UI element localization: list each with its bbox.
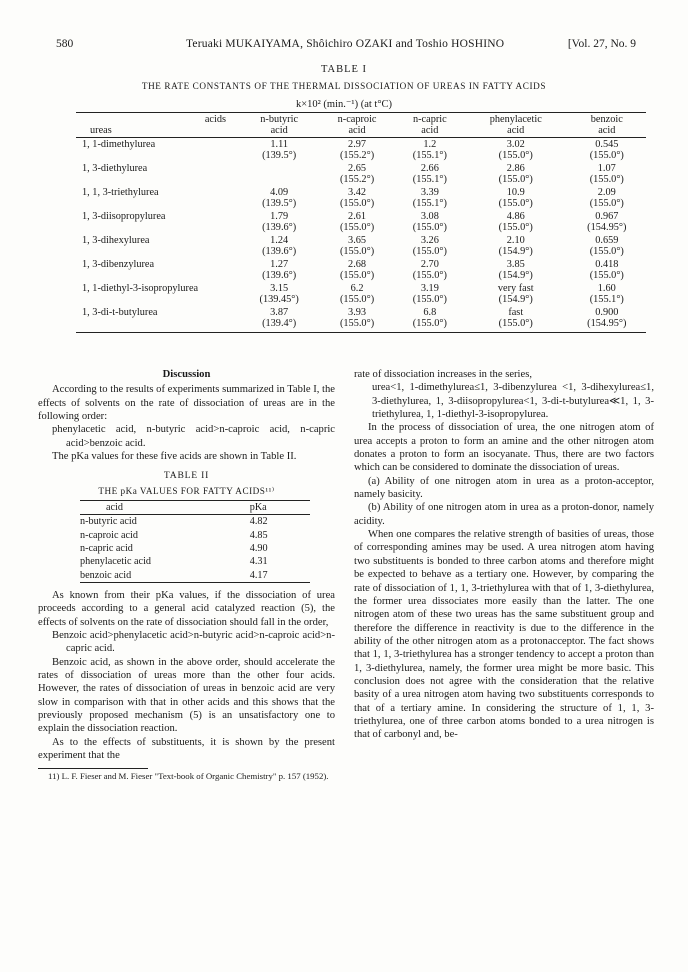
table1-cell (396, 234, 464, 258)
table1-temperature: (155.0°) (339, 318, 375, 329)
table1-row (76, 186, 646, 210)
table1-cell (396, 282, 464, 306)
table1-rate-value: 1.24 (270, 235, 289, 246)
table1-rate-value: 6.8 (423, 307, 437, 318)
table1-cell (568, 258, 646, 282)
table1-temperature: (155.0°) (589, 198, 624, 209)
table1-cell (464, 162, 568, 186)
table1-cell (318, 186, 395, 210)
table1-rate-value: 3.65 (348, 235, 367, 246)
table2-acid: n-capric acid (80, 542, 133, 554)
table1-rate-value: 2.70 (420, 259, 439, 270)
table1-temperature: (155.0°) (412, 318, 447, 329)
table1-cell (464, 186, 568, 210)
table1-cell (318, 234, 395, 258)
table1-temperature: (155.0°) (589, 174, 624, 185)
table1-col-header: acid (464, 125, 568, 138)
table1-urea-name: 1, 1-diethyl-3-isopropylurea (82, 283, 199, 294)
table1-temperature: (155.0°) (498, 198, 533, 209)
table1-col-header: n-capric (412, 114, 447, 125)
table1-rate-value: 3.39 (420, 187, 439, 198)
table1-cell (318, 258, 395, 282)
table1-temperature: (155.0°) (412, 270, 447, 281)
table1-cell (568, 186, 646, 210)
paragraph: Benzoic acid, as shown in the above order, should accelerate the rates of dissociation of ureas more than the other four acids. However, the rates of dissociation of ureas in benzoic acid are very slow in comparison with that in other acids and this shows that the previously proposed mechanism (5) is an unsatisfactory one to explain the dissociation reaction. (38, 656, 335, 735)
table1-temperature: (139.45°) (259, 294, 299, 305)
table1-rate-value: 1.2 (423, 139, 437, 150)
volume-info: [Vol. 27, No. 9 (567, 38, 636, 50)
table1-col-header: benzoic (590, 114, 623, 125)
table1-cell (240, 138, 318, 163)
table1-urea-name: 1, 3-dihexylurea (82, 235, 150, 246)
table1-rate-value: 3.02 (506, 139, 525, 150)
table2-pka: 4.82 (249, 516, 268, 528)
table1-cell (318, 162, 395, 186)
table1-temperature: (155.0°) (412, 246, 447, 257)
paragraph: As known from their pKa values, if the dissociation of urea proceeds according to a general acid catalyzed reaction (5), the effects of solvents on the rate of dissociation should fall in the order, (38, 589, 335, 628)
table1-urea-name: 1, 1, 3-triethylurea (82, 187, 159, 198)
table1-corner-ureas: ureas (76, 125, 240, 138)
table2 (80, 500, 310, 583)
table1-col-header: acid (568, 125, 646, 138)
table1-unit: k×10² (min.⁻¹) (at t°C) (295, 99, 393, 110)
table2-acid: benzoic acid (80, 569, 190, 583)
table1-temperature (240, 174, 318, 185)
table2-row (80, 529, 310, 542)
table1-cell (240, 162, 318, 186)
table1-temperature: (155.0°) (339, 222, 375, 233)
table1-temperature: (154.9°) (498, 270, 533, 281)
table1-rate-value: 2.68 (348, 259, 367, 270)
table1-rate-value: 2.09 (597, 187, 616, 198)
table1-rate-value: 3.42 (348, 187, 367, 198)
table1-cell (240, 234, 318, 258)
table1-temperature: (155.0°) (339, 270, 375, 281)
table1-urea-name: 1, 3-diethylurea (82, 163, 148, 174)
table1-row (76, 162, 646, 186)
table1-cell (318, 306, 395, 330)
table1-cell (318, 138, 395, 163)
table1-cell (464, 306, 568, 330)
table1-rate-value: 1.11 (270, 139, 288, 150)
table1-cell (568, 234, 646, 258)
paragraph: The pKa values for these five acids are shown in Table II. (52, 451, 297, 463)
table1-temperature: (155.0°) (498, 174, 533, 185)
list-item-a: (a) Ability of one nitrogen atom in urea as a proton-acceptor, namely basicity. (354, 475, 654, 501)
table1-rate-value: 10.9 (506, 187, 525, 198)
table1-row (76, 138, 646, 163)
table1-urea-name: 1, 3-di-t-butylurea (82, 307, 158, 318)
table1-rate-value: 0.545 (595, 139, 619, 150)
table2-pka: 4.90 (249, 542, 268, 554)
discussion-heading: Discussion (162, 369, 211, 380)
table1-rate-value: fast (508, 307, 524, 318)
paragraph: rate of dissociation increases in the series, (354, 369, 532, 380)
table1-rate-value: 3.87 (270, 307, 289, 318)
table1 (76, 114, 646, 330)
table1-temperature: (139.6°) (262, 222, 297, 233)
table1-col-header: acid (240, 125, 318, 138)
table1-rate-value: 0.418 (595, 259, 619, 270)
table1-rate-value (240, 163, 318, 174)
table2-row (80, 555, 310, 568)
table1-rate-value: 4.09 (270, 187, 289, 198)
table1-temperature: (154.9°) (498, 294, 533, 305)
table1-cell (240, 186, 318, 210)
table1-temperature: (155.0°) (412, 294, 447, 305)
table1-row (76, 258, 646, 282)
running-authors: Teruaki MUKAIYAMA, Shôichiro OZAKI and Toshio HOSHINO (186, 38, 505, 50)
table1-temperature: (155.2°) (339, 150, 375, 161)
table1-rate-value: 0.967 (595, 211, 619, 222)
table1-temperature: (155.0°) (339, 294, 375, 305)
table2-row (80, 569, 310, 583)
table1-col-header: phenylacetic (489, 114, 542, 125)
table1-body (76, 138, 646, 331)
table1-rate-value: 4.86 (506, 211, 525, 222)
paragraph: In the process of dissociation of urea, the one nitrogen atom of urea accepts a proton to form an amine and the other nitrogen atom donates a proton to form an isocyanate. Thus, there are two factors which can be considered to dominate the dissociation of ureas. (354, 422, 654, 474)
table1-temperature: (155.0°) (339, 198, 375, 209)
table1-temperature: (155.1°) (412, 198, 447, 209)
table2-label: TABLE II (163, 470, 210, 482)
table1-col-header: acid (396, 125, 464, 138)
table1-temperature: (139.6°) (262, 246, 297, 257)
table1-rate-value: 3.19 (420, 283, 439, 294)
table1-temperature: (139.5°) (262, 198, 297, 209)
table1-rate-value: 3.93 (348, 307, 367, 318)
table1-rate-value: 2.97 (348, 139, 367, 150)
table1-rate-value: 0.659 (595, 235, 619, 246)
table1-cell (240, 306, 318, 330)
table2-pka: 4.31 (249, 556, 268, 568)
table1-row (76, 234, 646, 258)
table1-top-rule (76, 112, 646, 113)
table1-temperature: (154.95°) (587, 222, 627, 233)
table1-rate-value: 2.65 (348, 163, 367, 174)
table1-urea-name: 1, 3-diisopropylurea (82, 211, 166, 222)
table1-temperature: (155.0°) (498, 318, 533, 329)
table1-temperature: (155.0°) (498, 222, 533, 233)
table1-rate-value: 3.26 (420, 235, 439, 246)
paragraph: According to the results of experiments summarized in Table I, the effects of solvents on the rate of dissociation of ureas are in the following order: (38, 384, 335, 423)
table1-col-header: acid (318, 125, 395, 138)
table1-rate-value: 2.10 (506, 235, 525, 246)
table1-temperature: (155.0°) (339, 246, 375, 257)
table1-rate-value: 1.79 (270, 211, 289, 222)
table1-col-header: n-caproic (337, 114, 377, 125)
list-item-b: (b) Ability of one nitrogen atom in urea as a proton-donor, namely acidity. (354, 502, 654, 527)
table2-body (80, 515, 310, 582)
table1-temperature: (154.9°) (498, 246, 533, 257)
table1-cell (568, 162, 646, 186)
table2-pka: 4.17 (190, 569, 310, 583)
table1-urea-name: 1, 3-dibenzylurea (82, 259, 155, 270)
table1-cell (240, 282, 318, 306)
table1-rate-value: 1.60 (597, 283, 616, 294)
page-number: 580 (56, 38, 74, 50)
table1-rate-value: 6.2 (350, 283, 364, 294)
table2-row (80, 515, 310, 529)
table1-rate-value: 0.900 (595, 307, 619, 318)
table1-cell (568, 210, 646, 234)
footnote-rule (38, 768, 148, 769)
table1-urea-name: 1, 1-dimethylurea (82, 139, 156, 150)
table1-row (76, 210, 646, 234)
table1-temperature: (139.5°) (262, 150, 297, 161)
table1-cell (396, 186, 464, 210)
table1-rate-value: 1.27 (270, 259, 289, 270)
table1-header-row2 (76, 125, 646, 138)
table1-cell (318, 210, 395, 234)
table1-temperature: (139.6°) (262, 270, 297, 281)
acid-order-2: Benzoic acid>phenylacetic acid>n-butyric acid>n-caproic acid>n-capric acid. (52, 629, 335, 655)
table1-temperature: (154.95°) (587, 318, 627, 329)
right-column (354, 368, 654, 742)
table1-cell (464, 138, 568, 163)
table1-temperature: (155.1°) (412, 150, 447, 161)
table1-temperature: (139.4°) (262, 318, 297, 329)
table2-acid: phenylacetic acid (80, 556, 151, 568)
table1-cell (396, 162, 464, 186)
table1-cell (240, 258, 318, 282)
table1-temperature: (155.1°) (589, 294, 624, 305)
table1-cell (568, 282, 646, 306)
footnote: 11) L. F. Fieser and M. Fieser "Text-book of Organic Chemistry" p. 157 (1952). (48, 771, 329, 782)
table1-temperature: (155.0°) (589, 150, 624, 161)
left-column (38, 368, 335, 782)
table1-temperature: (155.0°) (589, 246, 624, 257)
table1-cell (464, 258, 568, 282)
table1-row (76, 306, 646, 330)
table1-cell (396, 258, 464, 282)
table1-cell (396, 138, 464, 163)
table1-temperature: (155.2°) (339, 174, 375, 185)
table1-cell (464, 282, 568, 306)
table1-rate-value: 3.85 (506, 259, 525, 270)
table1-cell (318, 282, 395, 306)
table1-rate-value: very fast (497, 283, 534, 294)
table1-cell (464, 210, 568, 234)
table1-cell (240, 210, 318, 234)
table1-rate-value: 2.66 (420, 163, 439, 174)
table1-header-row1 (76, 114, 646, 125)
table1-cell (568, 138, 646, 163)
table1-col-header: n-butyric (260, 114, 299, 125)
table2-header-acid: acid (80, 501, 190, 515)
table1-corner-acids: acids (204, 114, 226, 125)
table1-temperature: (155.1°) (412, 174, 447, 185)
table1-cell (396, 210, 464, 234)
acid-order-1: phenylacetic acid, n-butyric acid>n-caproic acid, n-capric acid>benzoic acid. (52, 424, 335, 449)
table1-temperature: (155.0°) (412, 222, 447, 233)
table2-acid: n-butyric acid (80, 516, 137, 528)
table1-rate-value: 2.61 (348, 211, 367, 222)
table2-header-pka: pKa (190, 501, 310, 515)
table1-rate-value: 2.86 (506, 163, 525, 174)
table1-cell (568, 306, 646, 330)
paragraph: When one compares the relative strength of basities of ureas, those of corresponding amines may be used. A urea nitrogen atom having two substituents is bonded to three carbon atoms and therefore might be expected to behave as a tertiary one. However, by comparing the rate of dissociation of 1, 1, 3-triethylurea with that of 1, 3-diethylurea, the former urea dissociates more easily than the latter. The one nitrogen atom of these two ureas has the same substituent group and therefore the difference in reactivity is due to the difference in the ability of the other nitrogen atom as a protonacceptor. The fact shows that 1, 1, 3-triethylurea has a stronger tendency to accept a proton than 1, 3-diethylurea, namely, the former urea might be more basic. This conclusion does not agree with the consideration that the relative basity of a urea nitrogen atom having two substituents corresponds to that of a tertiary amine. In considering the structure of 1, 1, 3-triethylurea, one of three carbon atoms bonded to a urea nitrogen is that of carbonyl and, be- (354, 529, 654, 741)
table1-temperature: (155.0°) (498, 150, 533, 161)
table2-row (80, 542, 310, 555)
table1-rate-value: 3.15 (270, 283, 289, 294)
table2-acid: n-caproic acid (80, 529, 138, 541)
table1-cell (464, 234, 568, 258)
urea-series: urea<1, 1-dimethylurea≤1, 3-dibenzylurea <1, 3-dihexylurea≤1, 3-diethylurea, 1, 3-diisopropylurea<1, 3-di-t-butylurea≪1, 1, 3-triethylurea, 1, 1-diethyl-3-isopropylurea. (372, 382, 654, 421)
table1-row (76, 282, 646, 306)
table1-rate-value: 3.08 (420, 211, 439, 222)
table1-label: TABLE I (320, 64, 368, 75)
table1-temperature: (155.0°) (589, 270, 624, 281)
paragraph: As to the effects of substituents, it is shown by the present experiment that the (38, 736, 335, 761)
table1-rate-value: 1.07 (597, 163, 616, 174)
table2-caption: THE pKa VALUES FOR FATTY ACIDS¹¹⁾ (98, 485, 275, 496)
table2-pka: 4.85 (249, 529, 268, 541)
table2-header-row (80, 501, 310, 515)
table1-caption: THE RATE CONSTANTS OF THE THERMAL DISSOCIATION OF UREAS IN FATTY ACIDS (141, 81, 547, 91)
table1-cell (396, 306, 464, 330)
table1-bottom-rule (76, 332, 646, 333)
